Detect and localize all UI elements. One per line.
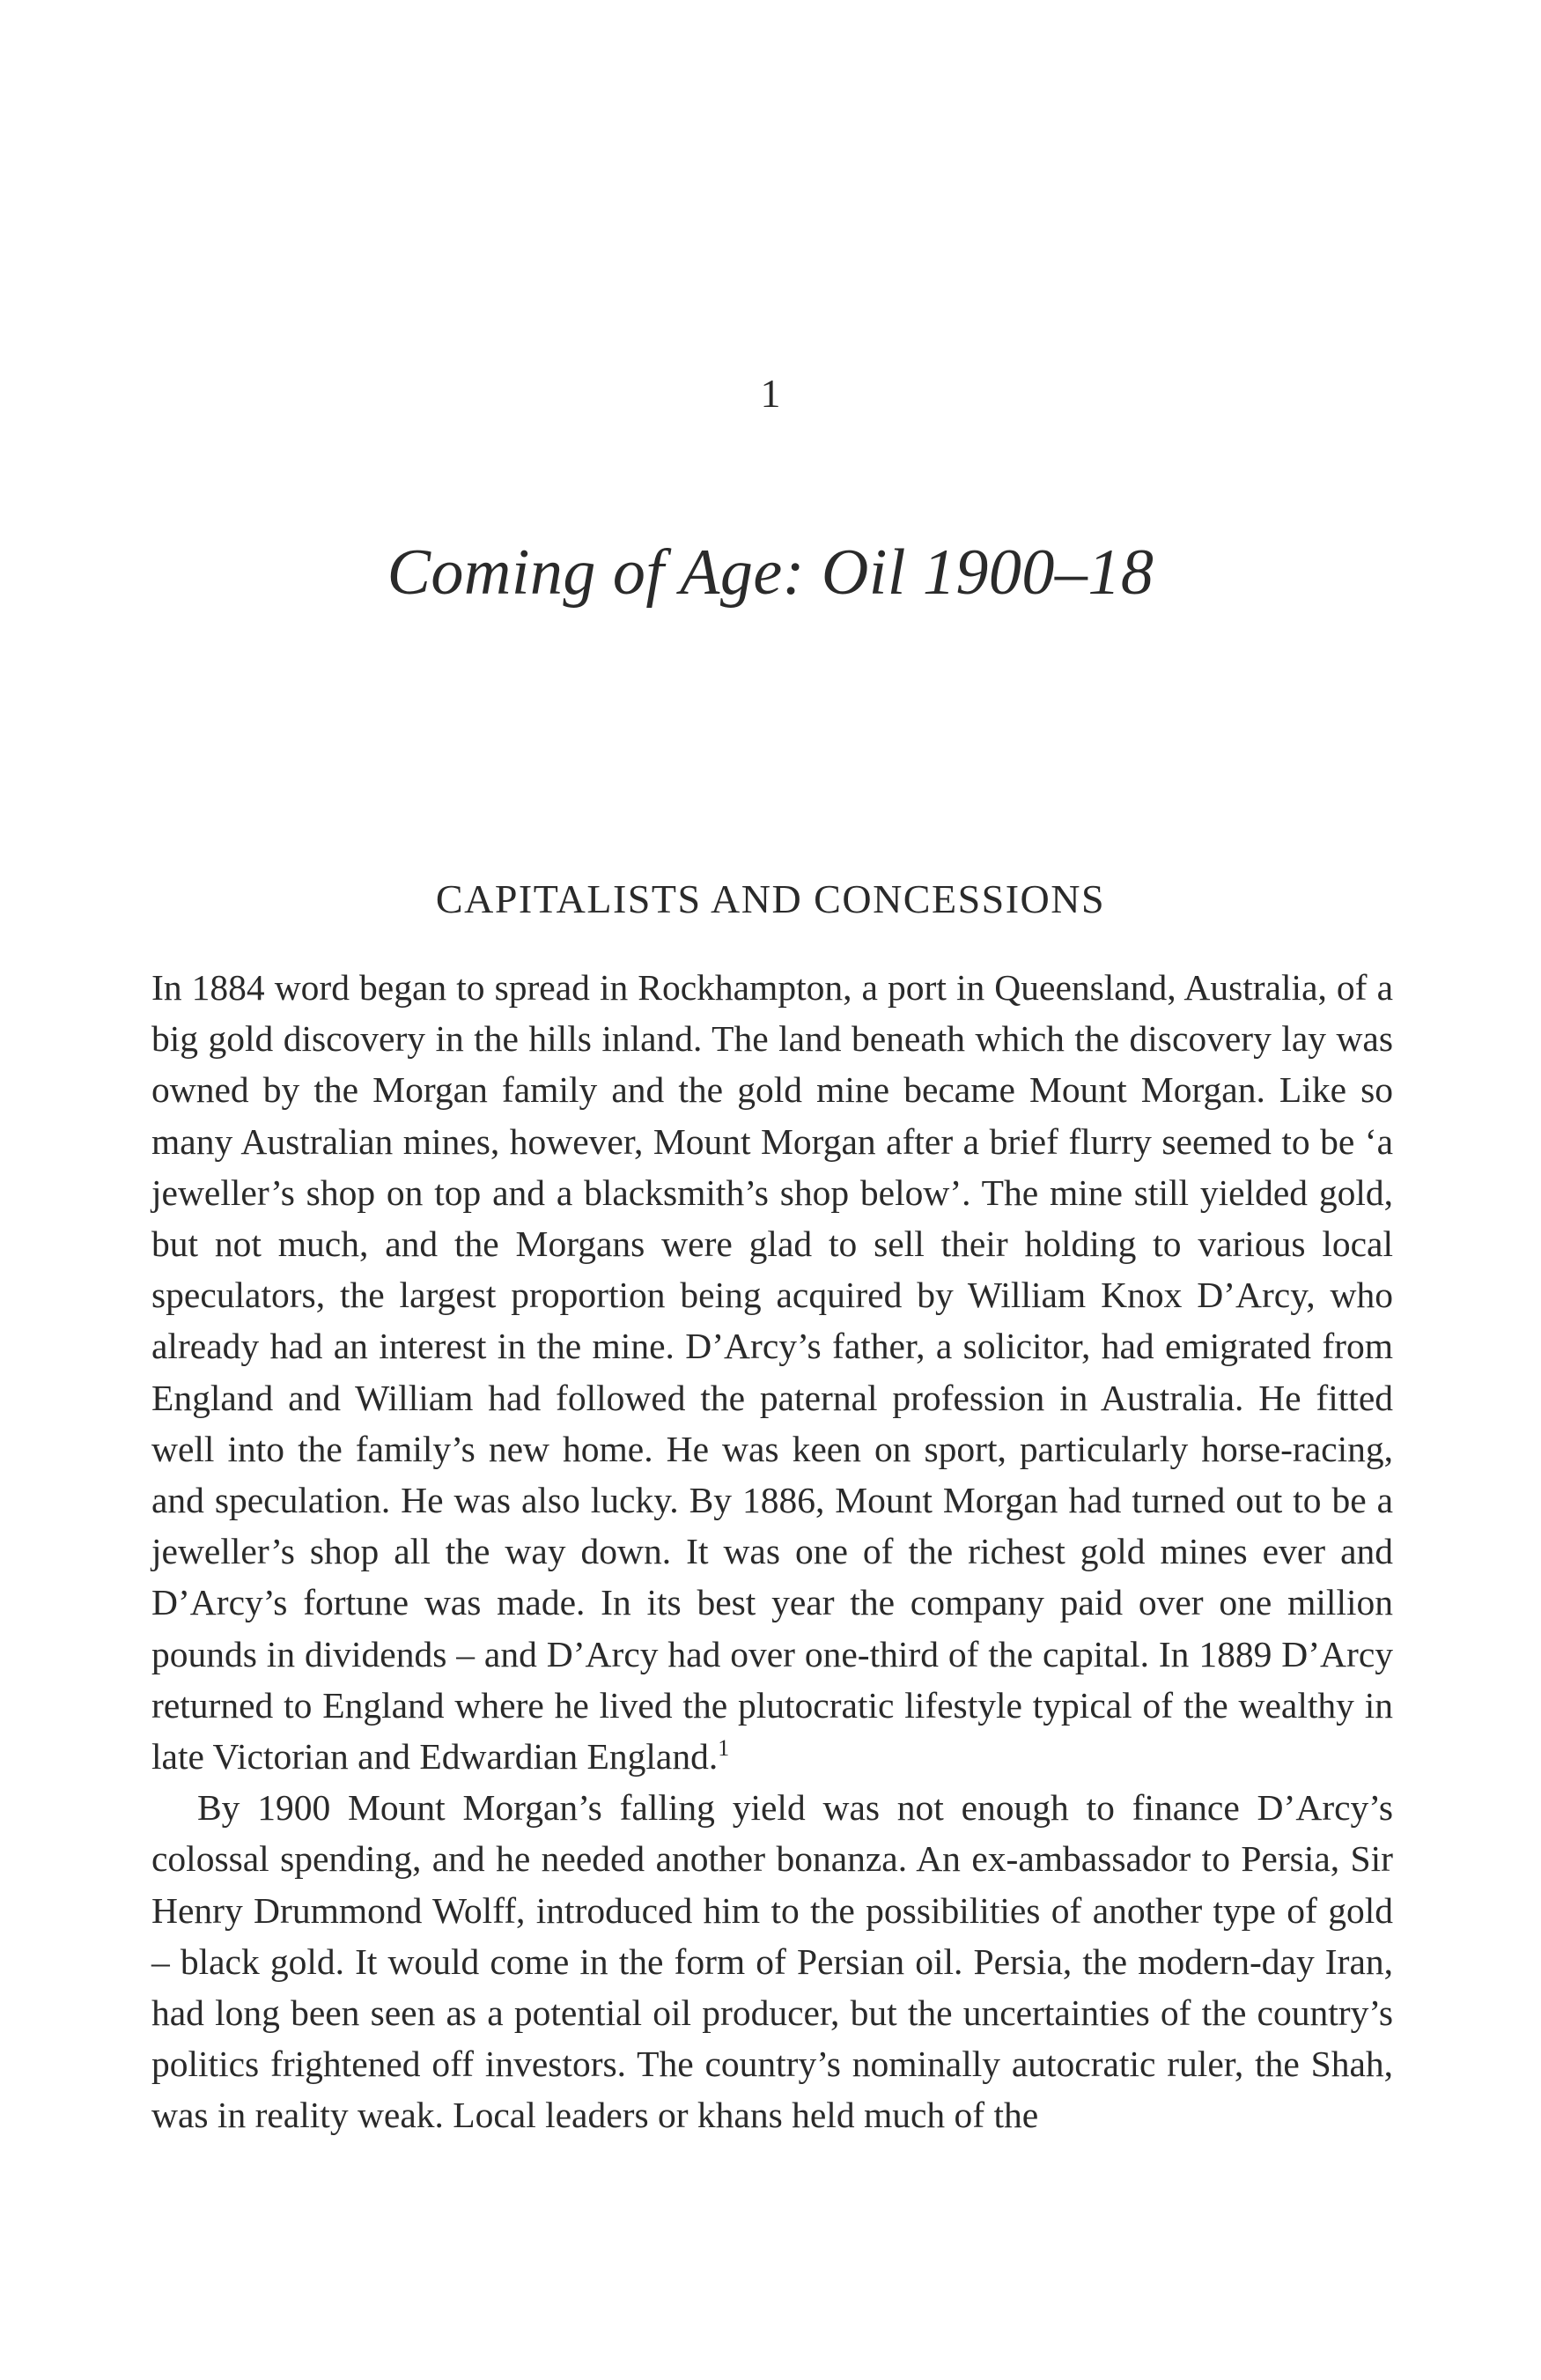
footnote-reference: 1: [718, 1735, 730, 1762]
section-heading: CAPITALISTS AND CONCESSIONS: [435, 876, 1106, 921]
paragraph-1-text: In 1884 word began to spread in Rockhampton, a port in Queensland, Australia, of a big gold discovery in the hills inland. The land beneath which the discovery lay was owned by the Morgan family and the gold mine became Mount Morgan. Like so many Australian mines, however, Mount Morgan after a brief flurry seemed to be ‘a jeweller’s shop on top and a blacksmith’s shop below’. The mine still yielded gold, but not much, and the Morgans were glad to sell their holding to various local speculators, the largest proportion being acquired by William Knox D’Arcy, who already had an interest in the mine. D’Arcy’s father, a solicitor, had emigrated from England and William had followed the paternal profession in Australia. He fitted well into the family’s new home. He was keen on sport, particularly horse-racing, and speculation. He was also lucky. By 1886, Mount Morgan had turned out to be a jeweller’s shop all the way down. It was one of the richest gold mines ever and D’Arcy’s fortune was made. In its best year the company paid over one million pounds in dividends – and D’Arcy had over one-third of the capital. In 1889 D’Arcy returned to England where he lived the plutocratic lifestyle typical of the wealthy in late Victorian and Edwardian England.: [151, 967, 1393, 1778]
paragraph-1: [151, 962, 1393, 1782]
chapter-title: Coming of Age: Oil 1900–18: [387, 536, 1154, 609]
paragraph-2-text: By 1900 Mount Morgan’s falling yield was not enough to finance D’Arcy’s colossal spending, and he needed another bonanza. An ex-ambassador to Persia, Sir Henry Drummond Wolff, introduced him to the possibilities of another type of gold – black gold. It would come in the form of Persian oil. Persia, the modern-day Iran, had long been seen as a potential oil producer, but the uncertainties of the country’s politics frightened off investors. The country’s nominally autocratic ruler, the Shah, was in reality weak. Local leaders or khans held much of the: [151, 1787, 1393, 2136]
body-text: [151, 962, 1393, 2141]
paragraph-2: [151, 1782, 1393, 2140]
chapter-number: 1: [760, 371, 781, 416]
